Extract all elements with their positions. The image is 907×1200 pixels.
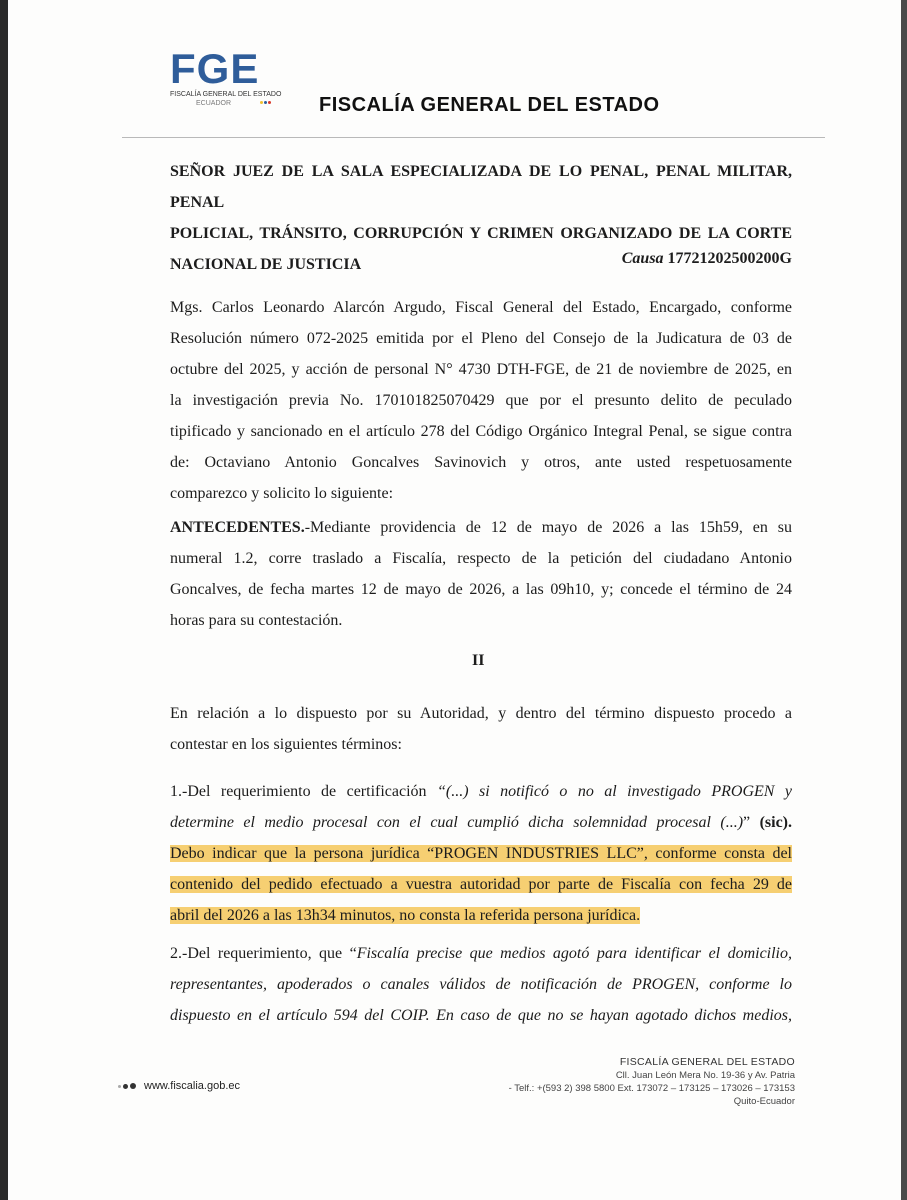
antecedentes-heading: ANTECEDENTES. — [170, 519, 305, 536]
highlighted-line — [170, 900, 792, 931]
text-line: En relación a lo dispuesto por su Autoridad, y dentro del término dispuesto procedo a — [170, 705, 792, 722]
text-line: de: Octaviano Antonio Goncalves Savinovich y otros, ante usted respetuosamente — [170, 454, 792, 471]
highlight: Debo indicar que la persona jurídica “PROGEN INDUSTRIES LLC”, conforme consta del — [170, 845, 792, 862]
text-segment: 1.-Del requerimiento de certificación — [170, 783, 437, 800]
text-line — [170, 776, 792, 807]
addressee-line: NACIONAL DE JUSTICIA — [170, 256, 362, 273]
antecedentes-paragraph — [170, 512, 792, 636]
addressee-line: SEÑOR JUEZ DE LA SALA ESPECIALIZADA DE LO PENAL, PENAL MILITAR, PENAL — [170, 163, 792, 211]
text-line: tipificado y sancionado en el artículo 278 del Código Orgánico Integral Penal, se sigue contra — [170, 423, 792, 440]
quoted-text: Fiscalía precise que medios agotó para identificar el domicilio, — [356, 945, 793, 962]
footer-org: FISCALÍA GENERAL DEL ESTADO — [619, 1056, 795, 1068]
point-1-paragraph — [170, 776, 792, 931]
logo-text: FGE — [170, 45, 260, 92]
text-line: Mgs. Carlos Leonardo Alarcón Argudo, Fiscal General del Estado, Encargado, conforme — [170, 299, 792, 316]
page-edge-left — [0, 0, 8, 1200]
intro-paragraph — [170, 292, 792, 509]
quoted-text: “(...) si notificó o no al investigado PROGEN y — [436, 783, 792, 800]
highlight: contenido del pedido efectuado a vuestra autoridad por parte de Fiscalía con fecha 29 de — [170, 876, 792, 893]
highlighted-line — [170, 869, 792, 900]
logo-country: ECUADOR — [196, 100, 232, 107]
point-2-paragraph — [170, 938, 792, 1031]
website-link[interactable]: www.fiscalia.gob.ec — [144, 1080, 240, 1092]
text-segment: ” — [743, 814, 760, 831]
text-line: representantes, apoderados o canales válidos de notificación de PROGEN, conforme lo — [170, 976, 792, 993]
text-line: dispuesto en el artículo 594 del COIP. En caso de que no se hayan agotado dichos medios, — [170, 1007, 792, 1024]
text-line — [170, 512, 792, 543]
fge-logo — [170, 45, 282, 118]
footer-contact — [509, 1056, 795, 1108]
text-line: numeral 1.2, corre traslado a Fiscalía, respecto de la petición del ciudadano Antonio — [170, 550, 792, 567]
footer-phone: - Telf.: +(593 2) 398 5800 Ext. 173072 – 173125 – 173026 – 173153 — [508, 1083, 795, 1094]
text-line: octubre del 2025, y acción de personal N° 4730 DTH-FGE, de 21 de noviembre de 2025, en — [170, 361, 792, 378]
text-segment: -Mediante providencia de 12 de mayo de 2026 a las 15h59, en su — [304, 519, 792, 536]
highlighted-line — [170, 838, 792, 869]
addressee-line: POLICIAL, TRÁNSITO, CORRUPCIÓN Y CRIMEN ORGANIZADO DE LA CORTE — [170, 225, 792, 242]
text-line: Goncalves, de fecha martes 12 de mayo de 2026, a las 09h10, y; concede el término de 24 — [170, 581, 792, 598]
text-line: contestar en los siguientes términos: — [170, 736, 402, 753]
sic-marker: (sic). — [759, 814, 792, 831]
text-line: horas para su contestación. — [170, 612, 343, 629]
case-value: 17721202500200G — [667, 250, 792, 267]
page-edge-right — [901, 0, 907, 1200]
text-segment: 2.-Del requerimiento, que “ — [170, 945, 357, 962]
section-number: II — [472, 652, 485, 669]
quoted-text: determine el medio procesal con el cual cumplió dicha solemnidad procesal (...) — [170, 814, 744, 831]
text-line: la investigación previa No. 170101825070429 que por el presunto delito de peculado — [170, 392, 792, 409]
footer-dots-icon — [118, 1083, 138, 1089]
text-line: comparezco y solicito lo siguiente: — [170, 485, 394, 502]
footer-address: Cll. Juan León Mera No. 19-36 y Av. Patria — [615, 1070, 795, 1081]
text-line — [170, 807, 792, 838]
logo-subtitle: FISCALÍA GENERAL DEL ESTADO — [170, 91, 282, 98]
logo-color-dots — [260, 98, 272, 106]
case-label: Causa — [621, 250, 664, 267]
footer-city: Quito-Ecuador — [733, 1096, 795, 1107]
header-title: FISCALÍA GENERAL DEL ESTADO — [319, 94, 660, 116]
text-line: Resolución número 072-2025 emitida por el Pleno del Consejo de la Judicatura de 03 de — [170, 330, 792, 347]
footer-website — [118, 1080, 240, 1092]
relacion-paragraph — [170, 698, 792, 760]
text-line — [170, 938, 792, 969]
header-divider — [122, 137, 825, 138]
highlight: abril del 2026 a las 13h34 minutos, no consta la referida persona jurídica. — [170, 907, 641, 924]
case-number — [622, 250, 792, 268]
